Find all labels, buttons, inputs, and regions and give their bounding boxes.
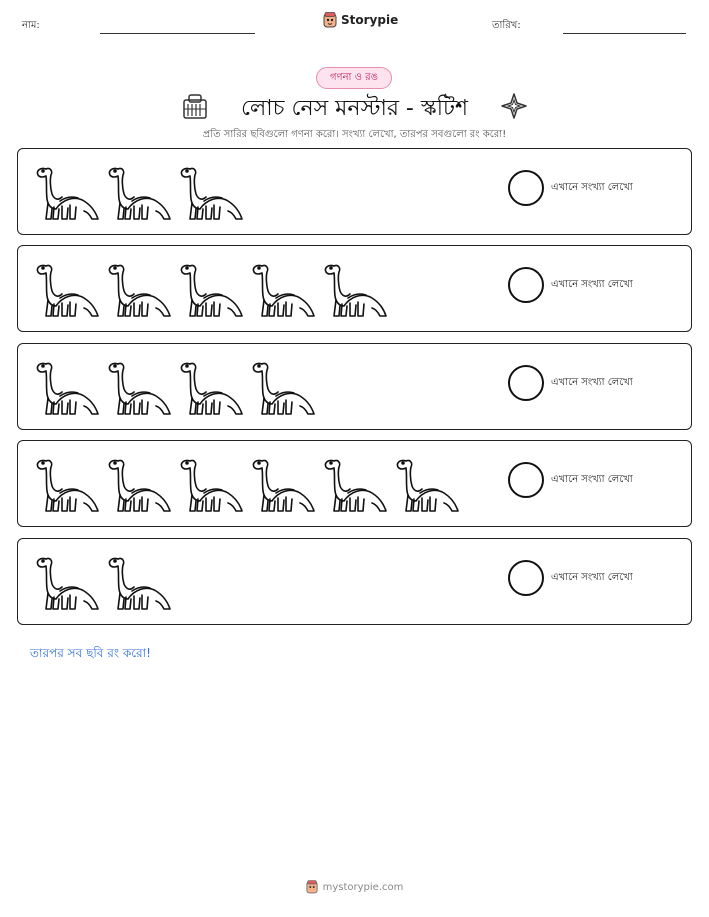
loch-ness-monster-icon bbox=[104, 549, 176, 615]
counting-row bbox=[17, 538, 692, 625]
loch-ness-monster-icon bbox=[248, 256, 320, 322]
category-tag: গণনা ও রঙ bbox=[316, 67, 392, 89]
answer-label: এখানে সংখ্যা লেখো bbox=[551, 182, 633, 193]
brand-name: Storypie bbox=[341, 13, 399, 27]
answer-label: এখানে সংখ্যা লেখো bbox=[551, 572, 633, 583]
loch-ness-monster-icon bbox=[32, 549, 104, 615]
name-label: নাম: bbox=[22, 20, 40, 31]
name-line[interactable] bbox=[100, 33, 255, 34]
storypie-mascot-icon bbox=[306, 880, 318, 894]
brand-logo bbox=[323, 12, 398, 28]
answer-circle[interactable] bbox=[508, 267, 544, 303]
loch-ness-monster-icon bbox=[176, 256, 248, 322]
color-instruction: তারপর সব ছবি রং করো! bbox=[30, 646, 151, 660]
date-line[interactable] bbox=[563, 33, 686, 34]
picture-group bbox=[32, 256, 392, 324]
loch-ness-monster-icon bbox=[32, 451, 104, 517]
loch-ness-monster-icon bbox=[32, 354, 104, 420]
answer-circle[interactable] bbox=[508, 170, 544, 206]
picture-group bbox=[32, 159, 248, 227]
sparkle-icon bbox=[500, 92, 528, 120]
answer-circle[interactable] bbox=[508, 365, 544, 401]
picture-group bbox=[32, 451, 464, 519]
answer-label: এখানে সংখ্যা লেখো bbox=[551, 377, 633, 388]
counting-row bbox=[17, 440, 692, 527]
instructions: প্রতি সারির ছবিগুলো গণনা করো। সংখ্যা লেখো, তারপর সবগুলো রং করো! bbox=[202, 129, 507, 140]
loch-ness-monster-icon bbox=[104, 256, 176, 322]
footer-url: mystorypie.com bbox=[322, 881, 404, 893]
loch-ness-monster-icon bbox=[248, 451, 320, 517]
loch-ness-monster-icon bbox=[176, 354, 248, 420]
loch-ness-monster-icon bbox=[320, 451, 392, 517]
loch-ness-monster-icon bbox=[32, 159, 104, 225]
loch-ness-monster-icon bbox=[104, 159, 176, 225]
loch-ness-monster-icon bbox=[176, 451, 248, 517]
picture-group bbox=[32, 354, 320, 422]
counting-row bbox=[17, 148, 692, 235]
answer-label: এখানে সংখ্যা লেখো bbox=[551, 474, 633, 485]
page-title: লোচ নেস মনস্টার - স্কটিশ bbox=[240, 96, 469, 121]
answer-circle[interactable] bbox=[508, 462, 544, 498]
loch-ness-monster-icon bbox=[248, 354, 320, 420]
counting-row bbox=[17, 343, 692, 430]
loch-ness-monster-icon bbox=[320, 256, 392, 322]
footer-brand bbox=[0, 880, 709, 894]
loch-ness-monster-icon bbox=[392, 451, 464, 517]
counting-row bbox=[17, 245, 692, 332]
loch-ness-monster-icon bbox=[104, 451, 176, 517]
date-label: তারিখ: bbox=[492, 20, 521, 31]
picture-group bbox=[32, 549, 176, 617]
answer-circle[interactable] bbox=[508, 560, 544, 596]
loch-ness-monster-icon bbox=[176, 159, 248, 225]
storypie-mascot-icon bbox=[323, 12, 337, 28]
answer-label: এখানে সংখ্যা লেখো bbox=[551, 279, 633, 290]
loch-ness-monster-icon bbox=[32, 256, 104, 322]
loch-ness-monster-icon bbox=[104, 354, 176, 420]
